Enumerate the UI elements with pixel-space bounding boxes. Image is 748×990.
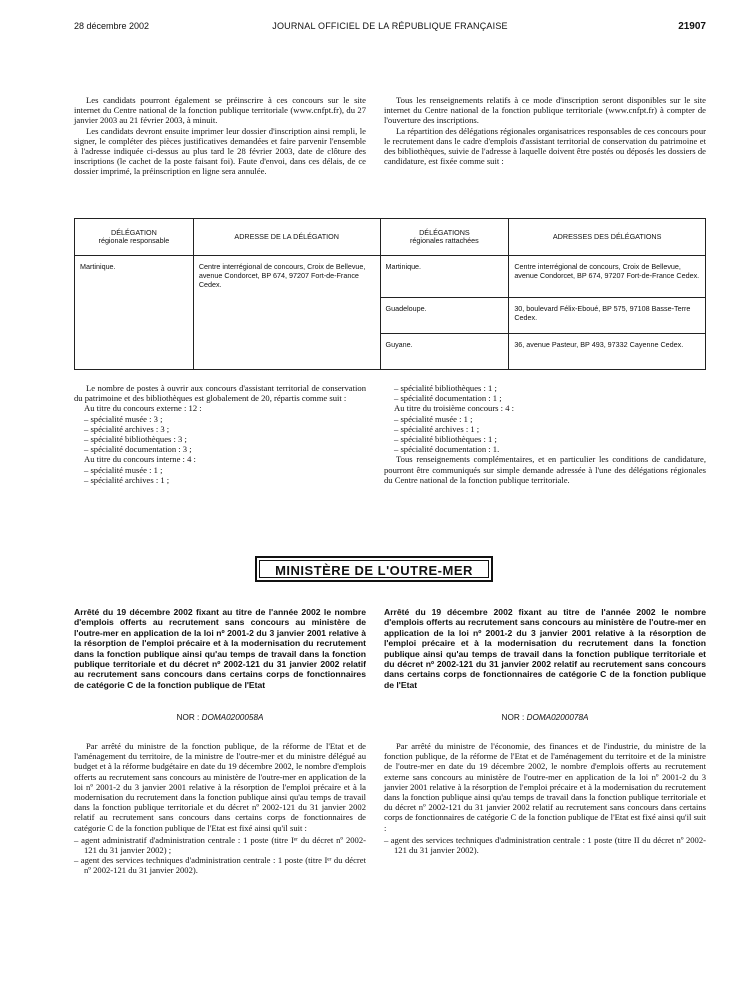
nor-code: DOMA0200078A [526,713,589,722]
closing-paragraph: Tous renseignements complémentaires, et en particulier les conditions de candidature, pourront être communiqués sur simple demande adressée à l'une des délégations régionales du Centre national de la fonction publique territoriale. [384,454,706,485]
list-item: – agent administratif d'administration centrale : 1 poste (titre Iᵉʳ du décret nº 2002-121 du 31 janvier 2002) ; [74,834,366,856]
nor-label: NOR : [176,713,200,722]
list-item: – spécialité musée : 1 ; [84,464,163,475]
list-item: Au titre du concours interne : 4 : [84,454,196,465]
list-item: – agent des services techniques d'administration centrale : 1 poste (titre II du décret nº 2002-121 du 31 janvier 2002). [384,834,706,856]
list-item: – spécialité documentation : 1 ; [394,393,502,404]
list-item: – spécialité musée : 1 ; [394,413,473,424]
arrete-paragraph: Par arrêté du ministre de la fonction publique, de la réforme de l'Etat et de l'aménagement du territoire, de la ministre de l'outre-mer et du ministre délégué au budget et à la réforme budgétaire en date du 19 décembre 2002, le nombre d'emplois offerts au recrutement sans concours au ministère de l'outre-mer en application de la loi nº 2001-2 du 3 janvier 2001 relative à la résorption de l'emploi précaire et à la modernisation du recrutement dans la fonction publique ainsi qu'au temps de travail dans la fonction publique territoriale et du décret nº 2002-121 du 31 janvier 2002 relatif au recrutement sans concours dans certains corps de fonctionnaires de catégorie C de la fonction publique de l'Etat est fixé ainsi qu'il suit : [74,741,366,833]
header-cell [75,219,194,256]
header-date: 28 décembre 2002 [74,21,150,31]
address-cell: Centre interrégional de concours, Croix de Bellevue, avenue Condorcet, BP 674, 97207 Fort-de-France Cedex. [509,256,706,298]
list-item: – spécialité bibliothèques : 3 ; [84,434,187,445]
list-item: – spécialité archives : 3 ; [84,423,170,434]
header-cell [509,219,706,256]
nor-label: NOR : [501,713,525,722]
list-item: Au titre du concours externe : 12 : [84,403,202,414]
header-text: ADRESSE DE LA DÉLÉGATION [234,231,339,241]
address-cell: 30, boulevard Félix-Eboué, BP 575, 97108 Basse-Terre Cedex. [509,298,706,334]
header-text: DÉLÉGATION régionale responsable [98,227,170,245]
top-right-column [384,95,706,166]
nor-right [384,713,706,722]
list-item: – spécialité documentation : 3 ; [84,444,192,455]
list-item: – spécialité documentation : 1. [394,444,500,455]
arrete-paragraph: Par arrêté du ministre de l'économie, des finances et de l'industrie, du ministre de la fonction publique, de la réforme de l'Etat et de l'aménagement du territoire et de la ministre de l'outre-mer en date du 19 décembre 2002, le nombre d'emplois offerts au recrutement externe sans concours au ministère de l'outre-mer en application de la loi nº 2001-2 du 3 janvier 2001 relative à la résorption de l'emploi précaire et à la modernisation du recrutement dans la fonction publique ainsi qu'au temps de travail dans la fonction publique territoriale et du décret nº 2002-121 du 31 janvier 2002 relatif au recrutement sans concours dans certains corps de fonctionnaires de catégorie C de la fonction publique de l'Etat est fixé ainsi qu'il suit : [384,741,706,833]
paragraph: La répartition des délégations régionales organisatrices responsables de ces concours pour le recrutement dans le cadre d'emplois d'assistant territorial de conservation du patrimoine et des bibliothèques, suivie de l'adresse à laquelle doivent être postés ou déposés les dossiers de candidature, est fixée comme suit : [384,125,706,167]
nor-code: DOMA0200058A [201,713,264,722]
responsible-delegation: Martinique. [75,256,194,370]
posts-intro: Le nombre de postes à ouvrir aux concours d'assistant territorial de conservation du patrimoine et des bibliothèques est globalement de 20, répartis comme suit : [74,383,366,404]
arrete-left-title: Arrêté du 19 décembre 2002 fixant au titre de l'année 2002 le nombre d'emplois offerts au recrutement sans concours au ministère de l'outre-mer en application de la loi nº 2001-2 du 3 janvier 2001 relative à la résorption de l'emploi précaire et à la modernisation du recrutement dans la fonction publique ainsi qu'au temps de travail dans la fonction publique territoriale et du décret nº 2002-121 du 31 janvier 2002 relatif au recrutement sans concours dans certains corps de fonctionnaires de catégorie C de la fonction publique de l'Etat [74,607,366,690]
delegation-cell: Guyane. [380,334,509,370]
top-left-column [74,95,366,177]
page-number: 21907 [678,21,706,32]
list-item: – spécialité bibliothèques : 1 ; [394,434,497,445]
header-cell [380,219,509,256]
posts-right-column [384,383,706,485]
list-item: – spécialité archives : 1 ; [84,474,170,485]
list-item: – spécialité bibliothèques : 1 ; [394,383,497,393]
paragraph: Les candidats devront ensuite imprimer leur dossier d'inscription ainsi rempli, le signer, le compléter des pièces justificatives demandées et faire parvenir l'ensemble à l'adresse indiquée ci-dessus au plus tard le 28 février 2003, date de clôture des inscriptions (le cachet de la poste faisant foi). Faute d'envoi, dans ces délais, de ce dossier imprimé, la préinscription en ligne sera annulée. [74,125,366,177]
arrete-right-title: Arrêté du 19 décembre 2002 fixant au titre de l'année 2002 le nombre d'emplois offerts au recrutement sans concours au ministère de l'outre-mer en application de la loi nº 2001-2 du 3 janvier 2001 relative à la résorption de l'emploi précaire et à la modernisation du recrutement dans la fonction publique ainsi qu'au temps de travail dans la fonction publique territoriale et du décret nº 2002-121 du 31 janvier 2002 relatif au recrutement sans concours dans certains corps de fonctionnaires de catégorie C de la fonction publique de l'Etat [384,607,706,690]
list-item: – agent des services techniques d'administration centrale : 1 poste (titre Iᵉʳ du décret nº 2002-121 du 31 janvier 2002). [74,855,366,876]
journal-title: JOURNAL OFFICIEL DE LA RÉPUBLIQUE FRANÇAISE [272,21,508,31]
list-item: – spécialité musée : 3 ; [84,413,163,424]
table-row [75,256,706,298]
ministry-heading [255,556,493,582]
header-text: ADRESSES DES DÉLÉGATIONS [552,231,662,241]
table-header-row [75,219,706,256]
paragraph: Tous les renseignements relatifs à ce mode d'inscription seront disponibles sur le site internet du Centre national de la fonction publique territoriale (www.cnfpt.fr) à compter de l'ouverture des inscriptions. [384,95,706,126]
responsible-address: Centre interrégional de concours, Croix de Bellevue, avenue Condorcet, BP 674, 97207 Fort-de-France Cedex. [193,256,380,370]
header-cell [193,219,380,256]
page-header [74,21,706,35]
arrete-left-body [74,741,366,876]
address-cell: 36, avenue Pasteur, BP 493, 97332 Cayenne Cedex. [509,334,706,370]
header-text: DÉLÉGATIONS régionales rattachées [410,227,479,245]
nor-left [74,713,366,722]
delegation-cell: Martinique. [380,256,509,298]
delegation-cell: Guadeloupe. [380,298,509,334]
list-item: – spécialité archives : 1 ; [394,423,480,434]
delegations-table [74,218,706,370]
paragraph: Les candidats pourront également se préinscrire à ces concours sur le site internet du Centre national de la fonction publique territoriale (www.cnfpt.fr), du 27 janvier 2003 au 21 février 2003, à minuit. [74,95,366,126]
ministry-title: MINISTÈRE DE L'OUTRE-MER [259,560,489,578]
list-item: Au titre du troisième concours : 4 : [394,403,515,414]
arrete-right-body [384,741,706,855]
posts-left-column [74,383,366,485]
